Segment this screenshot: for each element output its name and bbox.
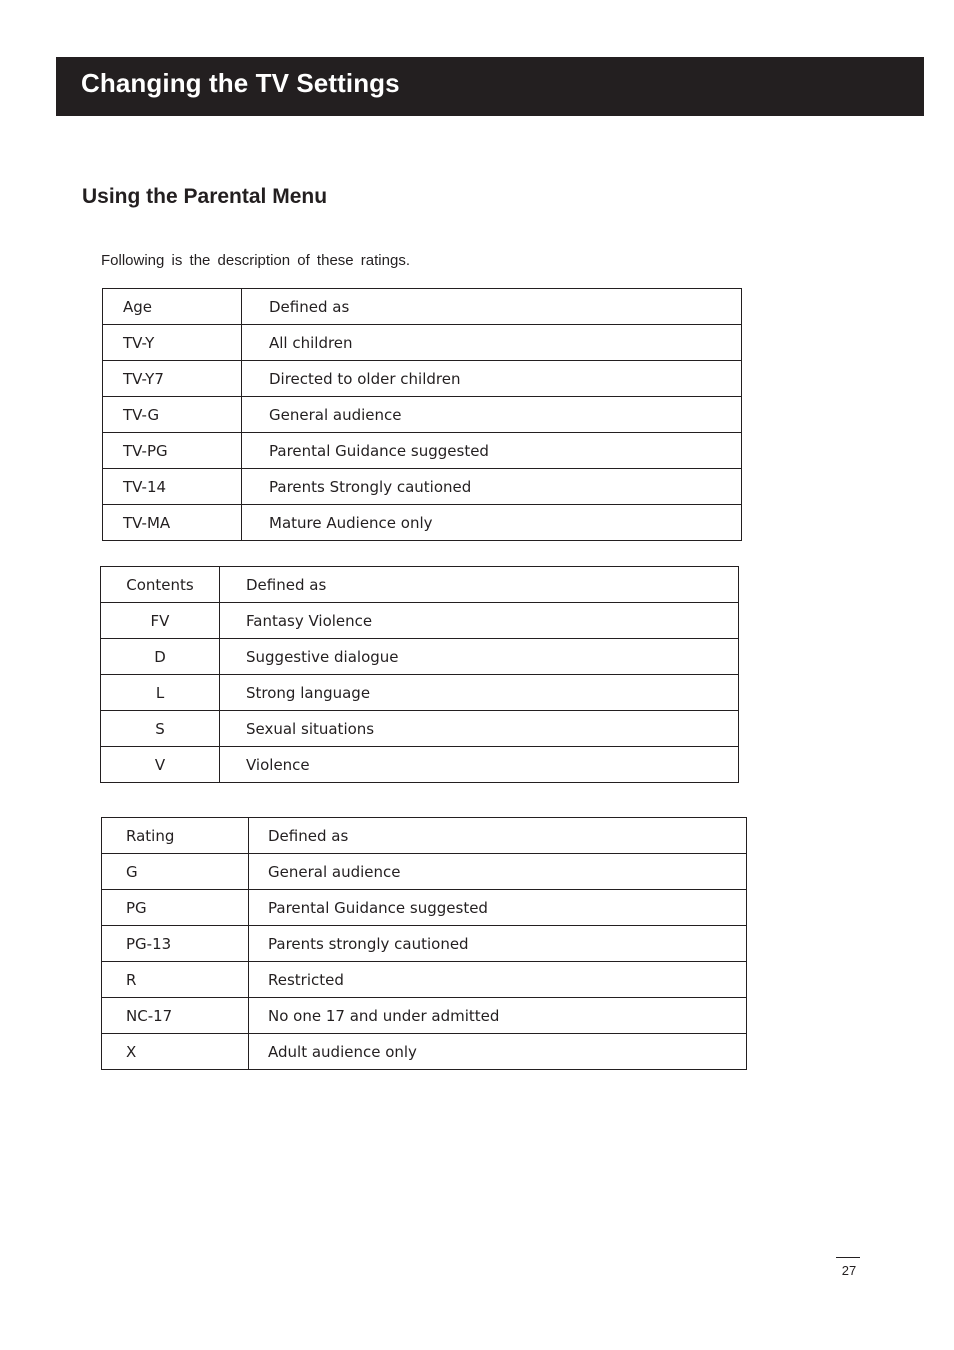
- rating-definition: Directed to older children: [242, 361, 742, 397]
- rating-code: TV-Y: [103, 325, 242, 361]
- rating-code: G: [102, 854, 249, 890]
- rating-code: TV-Y7: [103, 361, 242, 397]
- content-code: D: [101, 639, 220, 675]
- table-row: [102, 998, 747, 1034]
- table-row: [103, 361, 742, 397]
- table-row: [103, 433, 742, 469]
- column-header-defined-as: Defined as: [242, 289, 742, 325]
- content-definition: Strong language: [220, 675, 739, 711]
- content-definition: Violence: [220, 747, 739, 783]
- table-row: [103, 505, 742, 541]
- table-row: [101, 603, 739, 639]
- rating-code: TV-MA: [103, 505, 242, 541]
- column-header-age: Age: [103, 289, 242, 325]
- content-definition: Fantasy Violence: [220, 603, 739, 639]
- content-definition: Suggestive dialogue: [220, 639, 739, 675]
- table-row: [102, 962, 747, 998]
- rating-definition: Parents Strongly cautioned: [242, 469, 742, 505]
- column-header-rating: Rating: [102, 818, 249, 854]
- column-header-contents: Contents: [101, 567, 220, 603]
- content-code: V: [101, 747, 220, 783]
- table-row: [103, 325, 742, 361]
- rating-definition: Mature Audience only: [242, 505, 742, 541]
- table-row: [102, 890, 747, 926]
- rating-definition: Restricted: [249, 962, 747, 998]
- rating-definition: General audience: [249, 854, 747, 890]
- rating-code: TV-G: [103, 397, 242, 433]
- age-ratings-table: [102, 288, 742, 541]
- content-definition: Sexual situations: [220, 711, 739, 747]
- rating-definition: Adult audience only: [249, 1034, 747, 1070]
- table-row: [101, 747, 739, 783]
- rating-code: X: [102, 1034, 249, 1070]
- page-number: 27: [841, 1263, 857, 1278]
- rating-definition: Parental Guidance suggested: [242, 433, 742, 469]
- rating-definition: All children: [242, 325, 742, 361]
- rating-definition: Parents strongly cautioned: [249, 926, 747, 962]
- rating-code: R: [102, 962, 249, 998]
- rating-code: TV-PG: [103, 433, 242, 469]
- table-row: [103, 469, 742, 505]
- rating-code: PG-13: [102, 926, 249, 962]
- rating-code: TV-14: [103, 469, 242, 505]
- content-code: S: [101, 711, 220, 747]
- rating-code: NC-17: [102, 998, 249, 1034]
- page-number-rule: [836, 1257, 860, 1258]
- intro-text: Following is the description of these ratings.: [101, 252, 410, 269]
- table-row: [101, 711, 739, 747]
- column-header-defined-as: Defined as: [220, 567, 739, 603]
- section-title: Using the Parental Menu: [82, 185, 328, 208]
- content-code: FV: [101, 603, 220, 639]
- table-row: [102, 926, 747, 962]
- contents-ratings-table: [100, 566, 739, 783]
- header-bar: [56, 57, 924, 116]
- rating-definition: General audience: [242, 397, 742, 433]
- rating-definition: Parental Guidance suggested: [249, 890, 747, 926]
- rating-definition: No one 17 and under admitted: [249, 998, 747, 1034]
- table-header-row: [103, 289, 742, 325]
- rating-code: PG: [102, 890, 249, 926]
- table-row: [103, 397, 742, 433]
- table-row: [101, 675, 739, 711]
- table-row: [102, 1034, 747, 1070]
- content-code: L: [101, 675, 220, 711]
- table-row: [101, 639, 739, 675]
- page-title: Changing the TV Settings: [81, 68, 400, 98]
- column-header-defined-as: Defined as: [249, 818, 747, 854]
- movie-ratings-table: [101, 817, 747, 1070]
- table-header-row: [102, 818, 747, 854]
- table-header-row: [101, 567, 739, 603]
- table-row: [102, 854, 747, 890]
